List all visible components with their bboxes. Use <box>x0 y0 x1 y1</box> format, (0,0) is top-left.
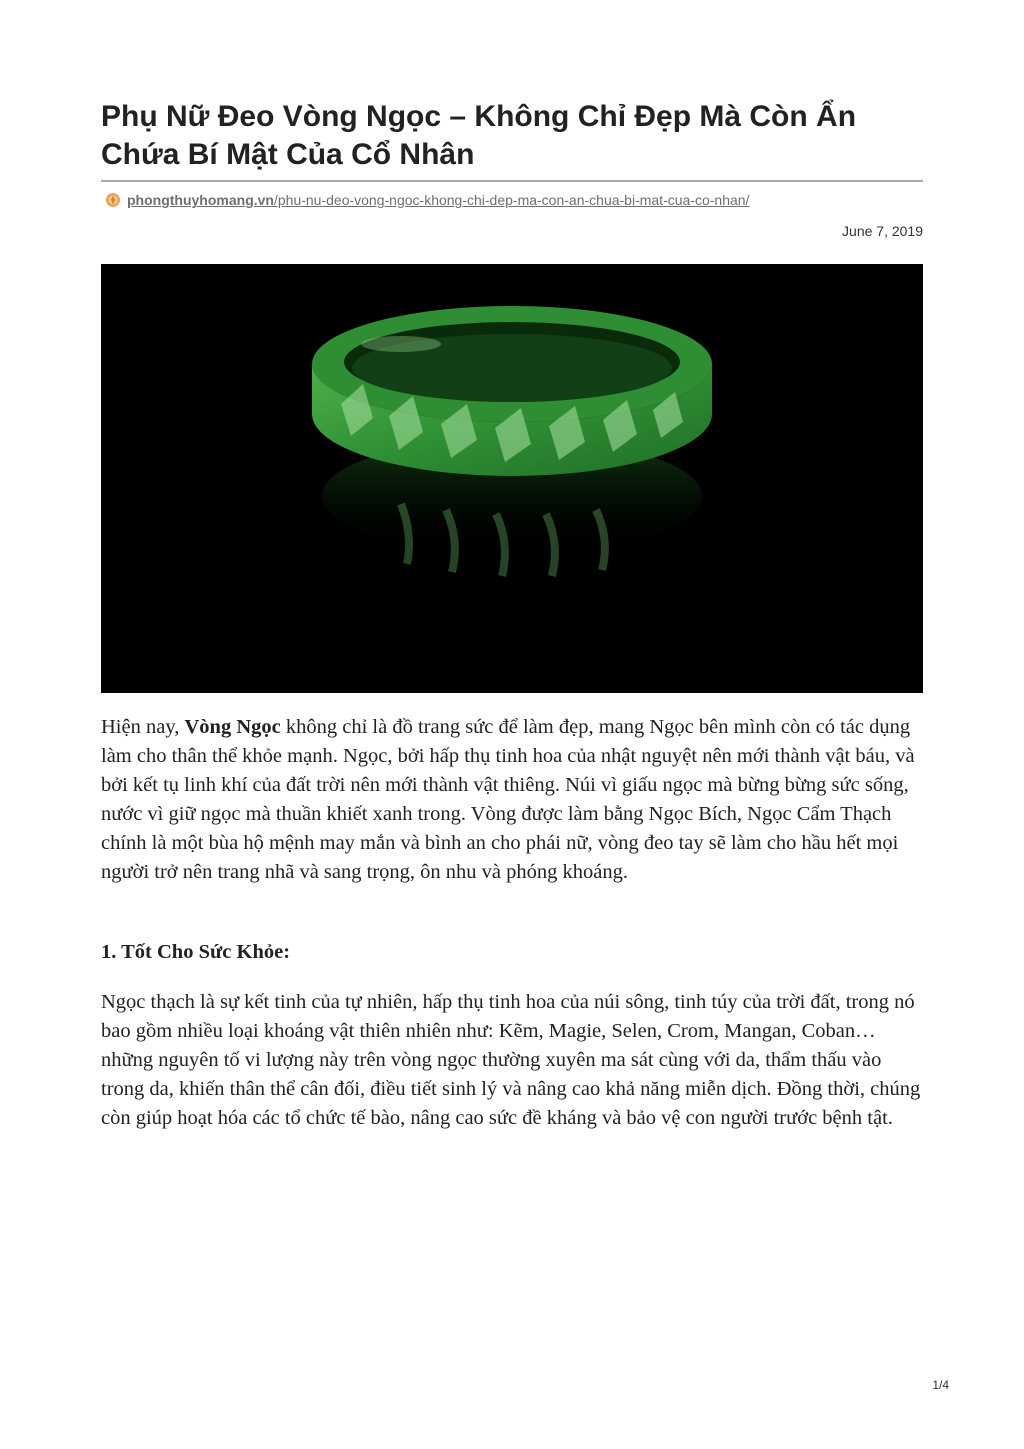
intro-text-start: Hiện nay, <box>101 716 185 738</box>
title-divider <box>101 180 923 182</box>
section-paragraph: Ngọc thạch là sự kết tinh của tự nhiên, hấp thụ tinh hoa của núi sông, tinh túy của trời đất, trong nó bao gồm nhiều loại khoáng vật thiên nhiên như: Kẽm, Magie, Selen, Crom, Mangan, Coban… những nguyên tố vi lượng này trên vòng ngọc thường xuyên ma sát cùng với da, thẩm thấu vào trong da, khiến thân thể cân đối, điều tiết sinh lý và nâng cao khả năng miễn dịch. Đồng thời, chúng còn giúp hoạt hóa các tổ chức tế bào, nâng cao sức đề kháng và bảo vệ con người trước bệnh tật. <box>101 991 921 1129</box>
source-domain[interactable]: phongthuyhomang.vn <box>127 192 274 208</box>
source-path[interactable]: /phu-nu-deo-vong-ngoc-khong-chi-dep-ma-con-an-chua-bi-mat-cua-co-nhan/ <box>273 192 750 208</box>
section-heading: 1. Tốt Cho Sức Khỏe: <box>101 941 291 963</box>
page-number: 1/4 <box>932 1378 949 1392</box>
green-jade-bangle-image <box>101 264 923 693</box>
article-title: Phụ Nữ Đeo Vòng Ngọc – Không Chỉ Đẹp Mà Còn Ẩn Chứa Bí Mật Của Cổ Nhân <box>101 100 857 171</box>
intro-text-rest: không chỉ là đồ trang sức để làm đẹp, mang Ngọc bên mình còn có tác dụng làm cho thân thể khỏe mạnh. Ngọc, bởi hấp thụ tinh hoa của nhật nguyệt nên mới thành vật báu, và bởi kết tụ linh khí của đất trời nên mới thành vật thiêng. Núi vì giấu ngọc mà bừng bừng sức sống, nước vì giữ ngọc mà thuần khiết xanh trong. Vòng được làm bằng Ngọc Bích, Ngọc Cẩm Thạch chính là một bùa hộ mệnh may mắn và bình an cho phái nữ, vòng đeo tay sẽ làm cho hầu hết mọi người trở nên trang nhã và sang trọng, ôn nhu và phóng khoáng. <box>101 716 915 883</box>
site-favicon-icon <box>105 192 121 208</box>
source-link[interactable] <box>105 190 749 210</box>
intro-bold-term: Vòng Ngọc <box>184 716 281 738</box>
publish-date: June 7, 2019 <box>842 223 923 239</box>
intro-paragraph <box>101 713 927 887</box>
